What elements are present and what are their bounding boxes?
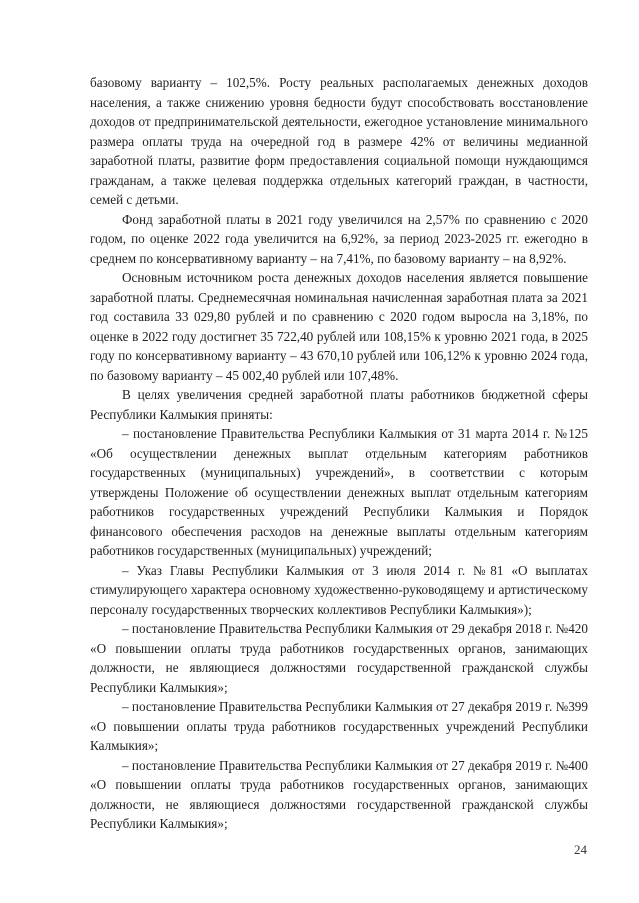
paragraph-1: базовому варианту – 102,5%. Росту реальных располагаемых денежных доходов населения, а также снижению уровня бедности будут способствовать восстановление доходов от предпринимательской деятельности, ежегодное установление минимального размера оплаты труда на очередной год в размере 42% от величины медианной заработной платы, развитие форм предоставления социальной помощи нуждающимся гражданам, а также целевая поддержка отдельных категорий граждан, в частности, семей с детьми. xyxy=(90,75,588,207)
list-item-decree-125: – постановление Правительства Республики Калмыкия от 31 марта 2014 г. №125 «Об осуществлении денежных выплат отдельным категориям работников государственных (муниципальных) учреждений», в соответствии с которым утверждены Положение об осуществлении денежных выплат отдельным категориям работников государственных учреждений Республики Калмыкия и Порядок финансового обеспечения расходов на денежные выплаты отдельным категориям работников государственных (муниципальных) учреждений; xyxy=(90,426,588,558)
list-item-decree-81: – Указ Главы Республики Калмыкия от 3 июля 2014 г. №81 «О выплатах стимулирующего характера основному художественно-руководящему и артистическому персоналу государственных творческих коллективов Республики Калмыкия»); xyxy=(90,562,588,617)
list-item-decree-399: – постановление Правительства Республики Калмыкия от 27 декабря 2019 г. №399 «О повышении оплаты труда работников государственных учреждений Республики Калмыкия»; xyxy=(90,699,588,753)
paragraph-4: В целях увеличения средней заработной платы работников бюджетной сферы Республики Калмыкия приняты: xyxy=(90,387,588,422)
page-number: 24 xyxy=(574,842,587,857)
paragraph-3: Основным источником роста денежных доходов населения является повышение заработной платы. Среднемесячная номинальная начисленная заработная плата за 2021 год составила 33 029,80 рублей и по сравнению с 2020 годом выросла на 3,18%, по оценке в 2022 году достигнет 35 722,40 рублей или 108,15% к уровню 2021 года, в 2025 году по консервативному варианту – 43 670,10 рублей или 106,12% к уровню 2024 года, по базовому варианту – 45 002,40 рублей или 107,48%. xyxy=(90,270,588,383)
document-body xyxy=(90,73,588,834)
list-item-decree-400: – постановление Правительства Республики Калмыкия от 27 декабря 2019 г. №400 «О повышении оплаты труда работников государственных органов, занимающих должности, не являющиеся должностями государственной гражданской службы Республики Калмыкия»; xyxy=(90,757,588,831)
paragraph-2: Фонд заработной платы в 2021 году увеличился на 2,57% по сравнению с 2020 годом, по оценке 2022 года увеличится на 6,92%, за период 2023-2025 гг. ежегодно в среднем по консервативному варианту – на 7,41%, по базовому варианту – на 8,92%. xyxy=(90,211,588,266)
list-item-decree-420: – постановление Правительства Республики Калмыкия от 29 декабря 2018 г. №420 «О повышении оплаты труда работников государственных органов, занимающих должности, не являющиеся должностями государственной гражданской службы Республики Калмыкия»; xyxy=(90,621,588,695)
